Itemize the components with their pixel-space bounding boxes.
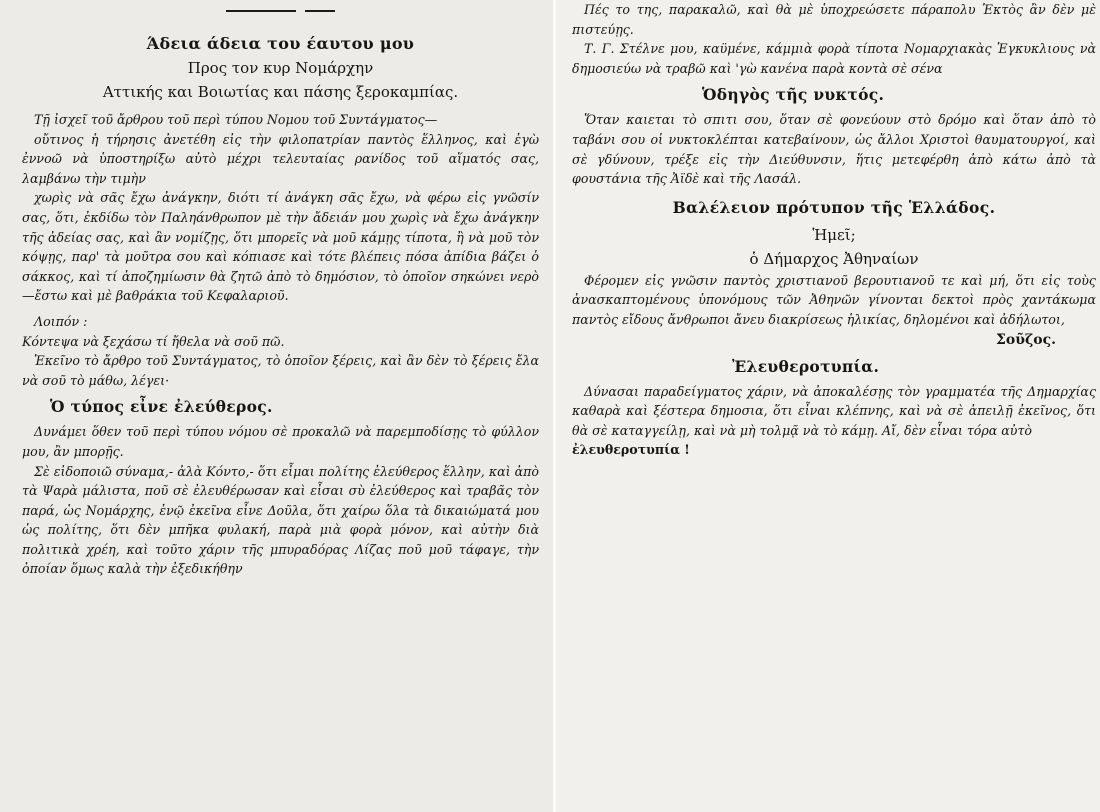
paragraph-1: Τῇ ἰσχεῖ τοῦ ἄρθρου τοῦ περὶ τύπου Νομου τοῦ Συντάγματος— [34, 112, 438, 127]
addressee-line: Προς τον κυρ Νομάρχην [187, 59, 374, 77]
signature: Σοῦζος. [996, 331, 1056, 348]
article-heading: Άδεια άδεια του έαυτου μου [146, 34, 415, 53]
paragraph-notice: Φέρομεν εἰς γνῶσιν παντὸς χριστιανοῦ βερουτιανοῦ τε καὶ μή, ὅτι εἰς τοὺς ἀνασκαπτομένους ὑπονόμους τῶν Ἀθηνῶν γίνονται δεκτοὶ πρὸς χαντάκωμα παντὸς εἴδους ἄνθρωποι ἄνευ διακρίσεως ἡλικίας, δηλομένοι καὶ ἀδήλωτοι, [572, 272, 1096, 327]
paragraph-3: χωρὶς νὰ σᾶς ἔχω ἀνάγκην, διότι τί ἀνάγκη σᾶς ἔχω, νὰ φέρω εἰς γνῶσίν σας, ὅτι, ἐκδίδω τὸν Παληάνθρωπον μὲ τὴν ἄδειάν μου χωρὶς νὰ ἔχω ἀνάγκην τῆς ἀδείας σας, καὶ ἂν νομίζῃς, ὅτι μπορεῖς νὰ μοῦ κάμῃς τίποτα, ἢ νὰ μοῦ τὸν κόψῃς, παρ' τὰ μοῦτρα σου καὶ κόπιασε καὶ τότε βλέπεις πόσα ἀπίδια βάζει ὁ σάκκος, καὶ τί ἀποζημίωσιν θὰ ζητῶ ἀπὸ τὸ δημόσιον, τὸ ὁποῖον σηκώνει νερὸ—ἔστω καὶ μὲ βαθράκια τοῦ Κεφαλαριοῦ. [22, 190, 539, 304]
model-sub-we: Ἡμεῖ; [812, 225, 856, 244]
paragraph-free-press: Δύνασαι παραδείγματος χάριν, νὰ ἀποκαλέσῃς τὸν γραμματέα τῆς Δημαρχίας καθαρὰ καὶ ξέστερα δημοσια, ὅτι εἶναι κλέπνης, καὶ νὰ σὲ ἀπειλῇ ἐκεῖνος, ὅτι θὰ σὲ καταγγείλῃ, καὶ νὰ μὴ τολμᾷ νὰ τὸ κάμῃ. Αἴ, δὲν εἶναι τόρα αὐτὸ [572, 383, 1096, 438]
header-rule-short [305, 10, 335, 12]
paragraph-4: Λοιπόν : [34, 313, 88, 329]
paragraph-postscript: Τ. Γ. Στέλνε μου, καϋμένε, κάμμιὰ φορὰ τίποτα Νομαρχιακὰς Ἐγκυκλιους νὰ δημοσιεύω νὰ τραβῶ καὶ 'γὼ κανένα παρὰ κοντὰ σὲ σένα [572, 41, 1096, 76]
header-rule [226, 10, 296, 12]
paragraph-5: Κόντεψα νὰ ξεχάσω τί ἤθελα νὰ σοῦ πῶ. [22, 333, 285, 349]
paragraph-night-guide: Ὅταν καιεται τὸ σπιτι σου, ὅταν σὲ φονεύουν στὸ δρόμο καὶ ὅταν ἀπὸ τὸ ταβάνι σου οἱ νυκτοκλέπται κατεβαίνουν, ὡς ἄλλοι Χριστοὶ θαυματουργοί, καὶ σὲ γδύνουν, τρέξε εἰς τὴν Διεύθυνσιν, ἥτις μετεφέρθη ἀπὸ κάτω ἀπὸ τὰ φουστάνια τῆς Ἀϊδὲ καὶ τῆς Λασάλ. [572, 112, 1096, 187]
section-heading-model: Βαλέλειον πρότυπον τῆς Ἑλλάδος. [672, 197, 996, 217]
addressee-region: Αττικής και Βοιωτίας και πάσης ξεροκαμπίας. [102, 83, 459, 101]
section-heading-night-guide: Ὁδηγὸς τῆς νυκτός. [702, 85, 885, 105]
right-column [556, 0, 1100, 812]
model-sub-mayor: ὁ Δήμαρχος Ἀθηναίων [749, 249, 919, 268]
section-heading-press: Ὁ τύπος εἶνε ἐλεύθερος. [50, 397, 273, 417]
section-heading-free-press: Ἐλευθεροτυπία. [732, 356, 880, 376]
closing-line: ἐλευθεροτυπία ! [572, 442, 690, 458]
paragraph-8: Σὲ εἰδοποιῶ σύναμα,- ἀλὰ Κόντο,- ὅτι εἶμαι πολίτης ἐλεύθερος ἕλλην, καὶ ἀπὸ τὰ Ψαρὰ μάλιστα, ποῦ σὲ ἐλευθέρωσαν καὶ εἶσαι σὺ ἐλεύθερος καὶ τραβᾶς τὸν παρά, ὡς Νομάρχης, ἐνῷ ἐκεῖνα εἶνε Δοῦλα, ὅτι χαίρω ὅλα τὰ δικαιώματά μου ὡς πολίτης, ὅτι δὲν μπῆκα φυλακή, παρὰ μιὰ φορὰ μόνον, καὶ αὐτὴν διὰ πολιτικὰ χρέη, καὶ τοῦτο χάριν τῆς μπυραδόρας Λίζας ποῦ μοῦ τάφαγε, τὴν ὁποίαν ὅμως καλὰ τὴν ἐξεδικήθην [22, 463, 539, 577]
paragraph-continued: Πές το της, παρακαλῶ, καὶ θὰ μὲ ὑποχρεώσετε πάραπολυ Ἐκτὸς ἂν δὲν μὲ πιστεύῃς. [572, 2, 1096, 37]
paragraph-2: οὔτινος ἡ τήρησις ἀνετέθη εἰς τὴν φιλοπατρίαν παντὸς ἕλληνος, καὶ ἐγὼ ἐννοῶ νὰ ὑποστηρίξω αὐτὸ μέχρι τελευταίας ρανίδος τοῦ αἵματός σας, λαμβάνω τὴν τιμὴν [22, 131, 539, 186]
paragraph-7: Δυνάμει ὅθεν τοῦ περὶ τύπου νόμου σὲ προκαλῶ νὰ παρεμποδίσῃς τὸ φύλλον μου, ἂν μπορῇς. [22, 424, 539, 459]
paragraph-6: Ἐκεῖνο τὸ ἄρθρο τοῦ Συντάγματος, τὸ ὁποῖον ξέρεις, καὶ ἂν δὲν τὸ ξέρεις ἔλα νὰ σοῦ τὸ μάθω, λέγει· [22, 353, 539, 388]
